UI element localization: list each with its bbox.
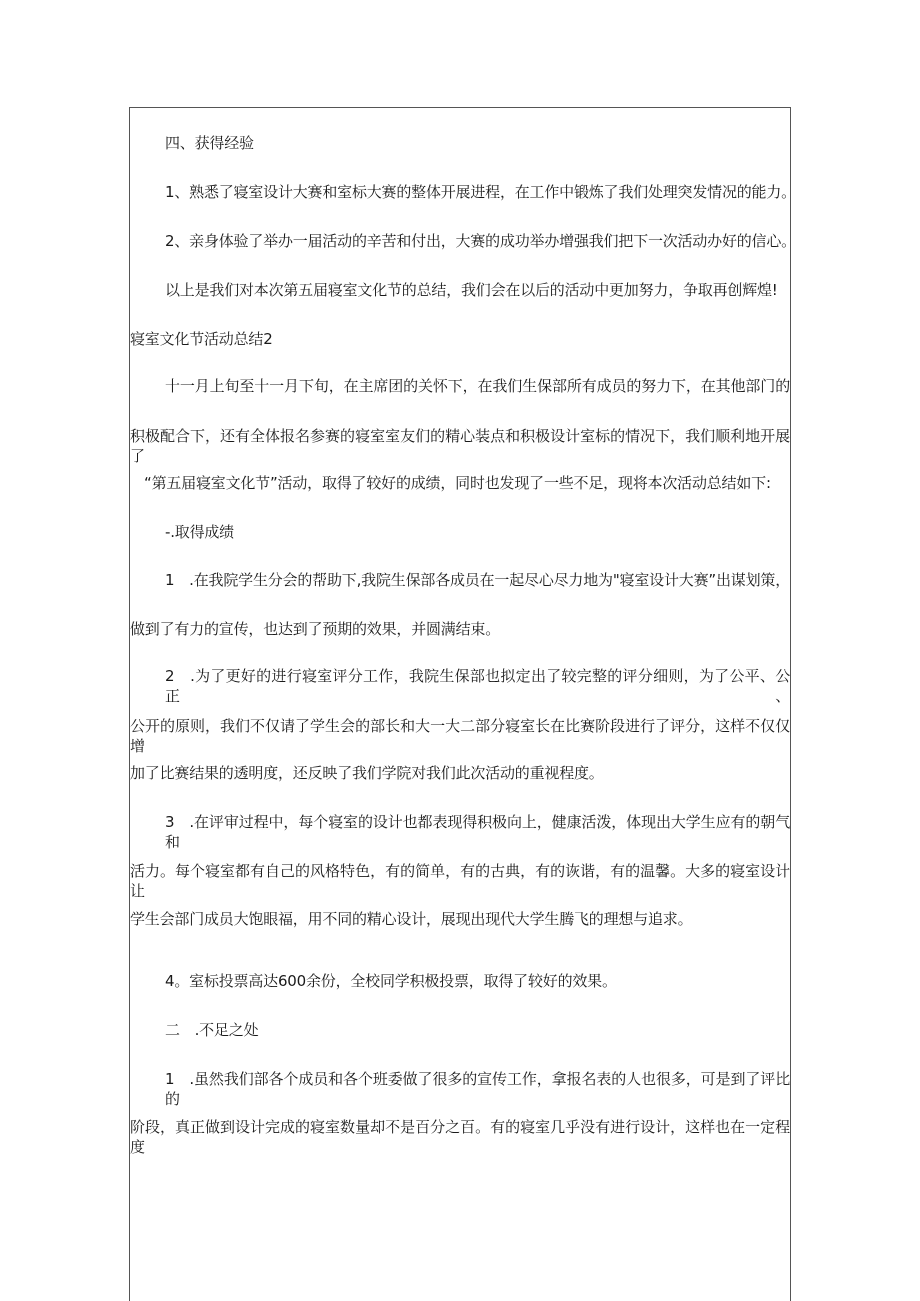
section-heading-experience: 四、获得经验 — [165, 134, 254, 152]
paragraph-line: 积极配合下，还有全体报名参赛的寝室室友们的精心装点和积极设计室标的情况下，我们顺利地开展了 — [130, 427, 790, 465]
document-frame — [129, 107, 796, 1301]
paragraph-line: 做到了有力的宣传，也达到了预期的效果，并圆满结束。 — [130, 620, 501, 638]
paragraph-line: 公开的原则，我们不仅请了学生会的部长和大一大二部分寝室长在比赛阶段进行了评分，这样不仅仅增 — [130, 717, 790, 755]
paragraph-line: 4。室标投票高达600余份，全校同学积极投票，取得了较好的效果。 — [165, 972, 617, 990]
paragraph-line: 阶段，真正做到设计完成的寝室数量却不是百分之百。有的寝室几乎没有进行设计，这样也在一定程度 — [130, 1118, 790, 1156]
paragraph-line: 3 .在评审过程中，每个寝室的设计也都表现得积极向上，健康活泼，体现出大学生应有的朝气和 — [165, 813, 790, 851]
document-subtitle: 寝室文化节活动总结2 — [130, 330, 273, 348]
paragraph-line: 以上是我们对本次第五届寝室文化节的总结，我们会在以后的活动中更加努力，争取再创辉煌! — [165, 281, 778, 299]
paragraph-line: 1 .在我院学生分会的帮助下,我院生保部各成员在一起尽心尽力地为"寝室设计大赛”出谋划策， — [165, 571, 790, 589]
paragraph-line: 1、熟悉了寝室设计大赛和室标大赛的整体开展进程，在工作中锻炼了我们处理突发情况的能力。 — [165, 183, 796, 201]
section-heading-achievements: -.取得成绩 — [165, 523, 234, 541]
paragraph-line: 活力。每个寝室都有自己的风格特色，有的简单，有的古典，有的诙谐，有的温馨。大多的寝室设计让 — [130, 862, 790, 900]
paragraph-line: 2、亲身体验了举办一届活动的辛苦和付出，大赛的成功举办增强我们把下一次活动办好的信心。 — [165, 232, 796, 250]
paragraph-line: 十一月上旬至十一月下旬，在主席团的关怀下，在我们生保部所有成员的努力下，在其他部门的 — [165, 377, 790, 395]
paragraph-line: “第五届寝室文化节”活动，取得了较好的成绩，同时也发现了一些不足，现将本次活动总结如下: — [144, 474, 771, 492]
paragraph-line: 学生会部门成员大饱眼福，用不同的精心设计，展现出现代大学生腾飞的理想与追求。 — [130, 910, 693, 928]
section-heading-shortcomings: 二 .不足之处 — [165, 1021, 259, 1039]
paragraph-line: 2 .为了更好的进行寝室评分工作，我院生保部也拟定出了较完整的评分细则，为了公平、公正、 — [165, 667, 790, 705]
paragraph-line: 1 .虽然我们部各个成员和各个班委做了很多的宣传工作，拿报名表的人也很多，可是到了评比的 — [165, 1070, 790, 1108]
paragraph-line: 加了比赛结果的透明度，还反映了我们学院对我们此次活动的重视程度。 — [130, 764, 604, 782]
